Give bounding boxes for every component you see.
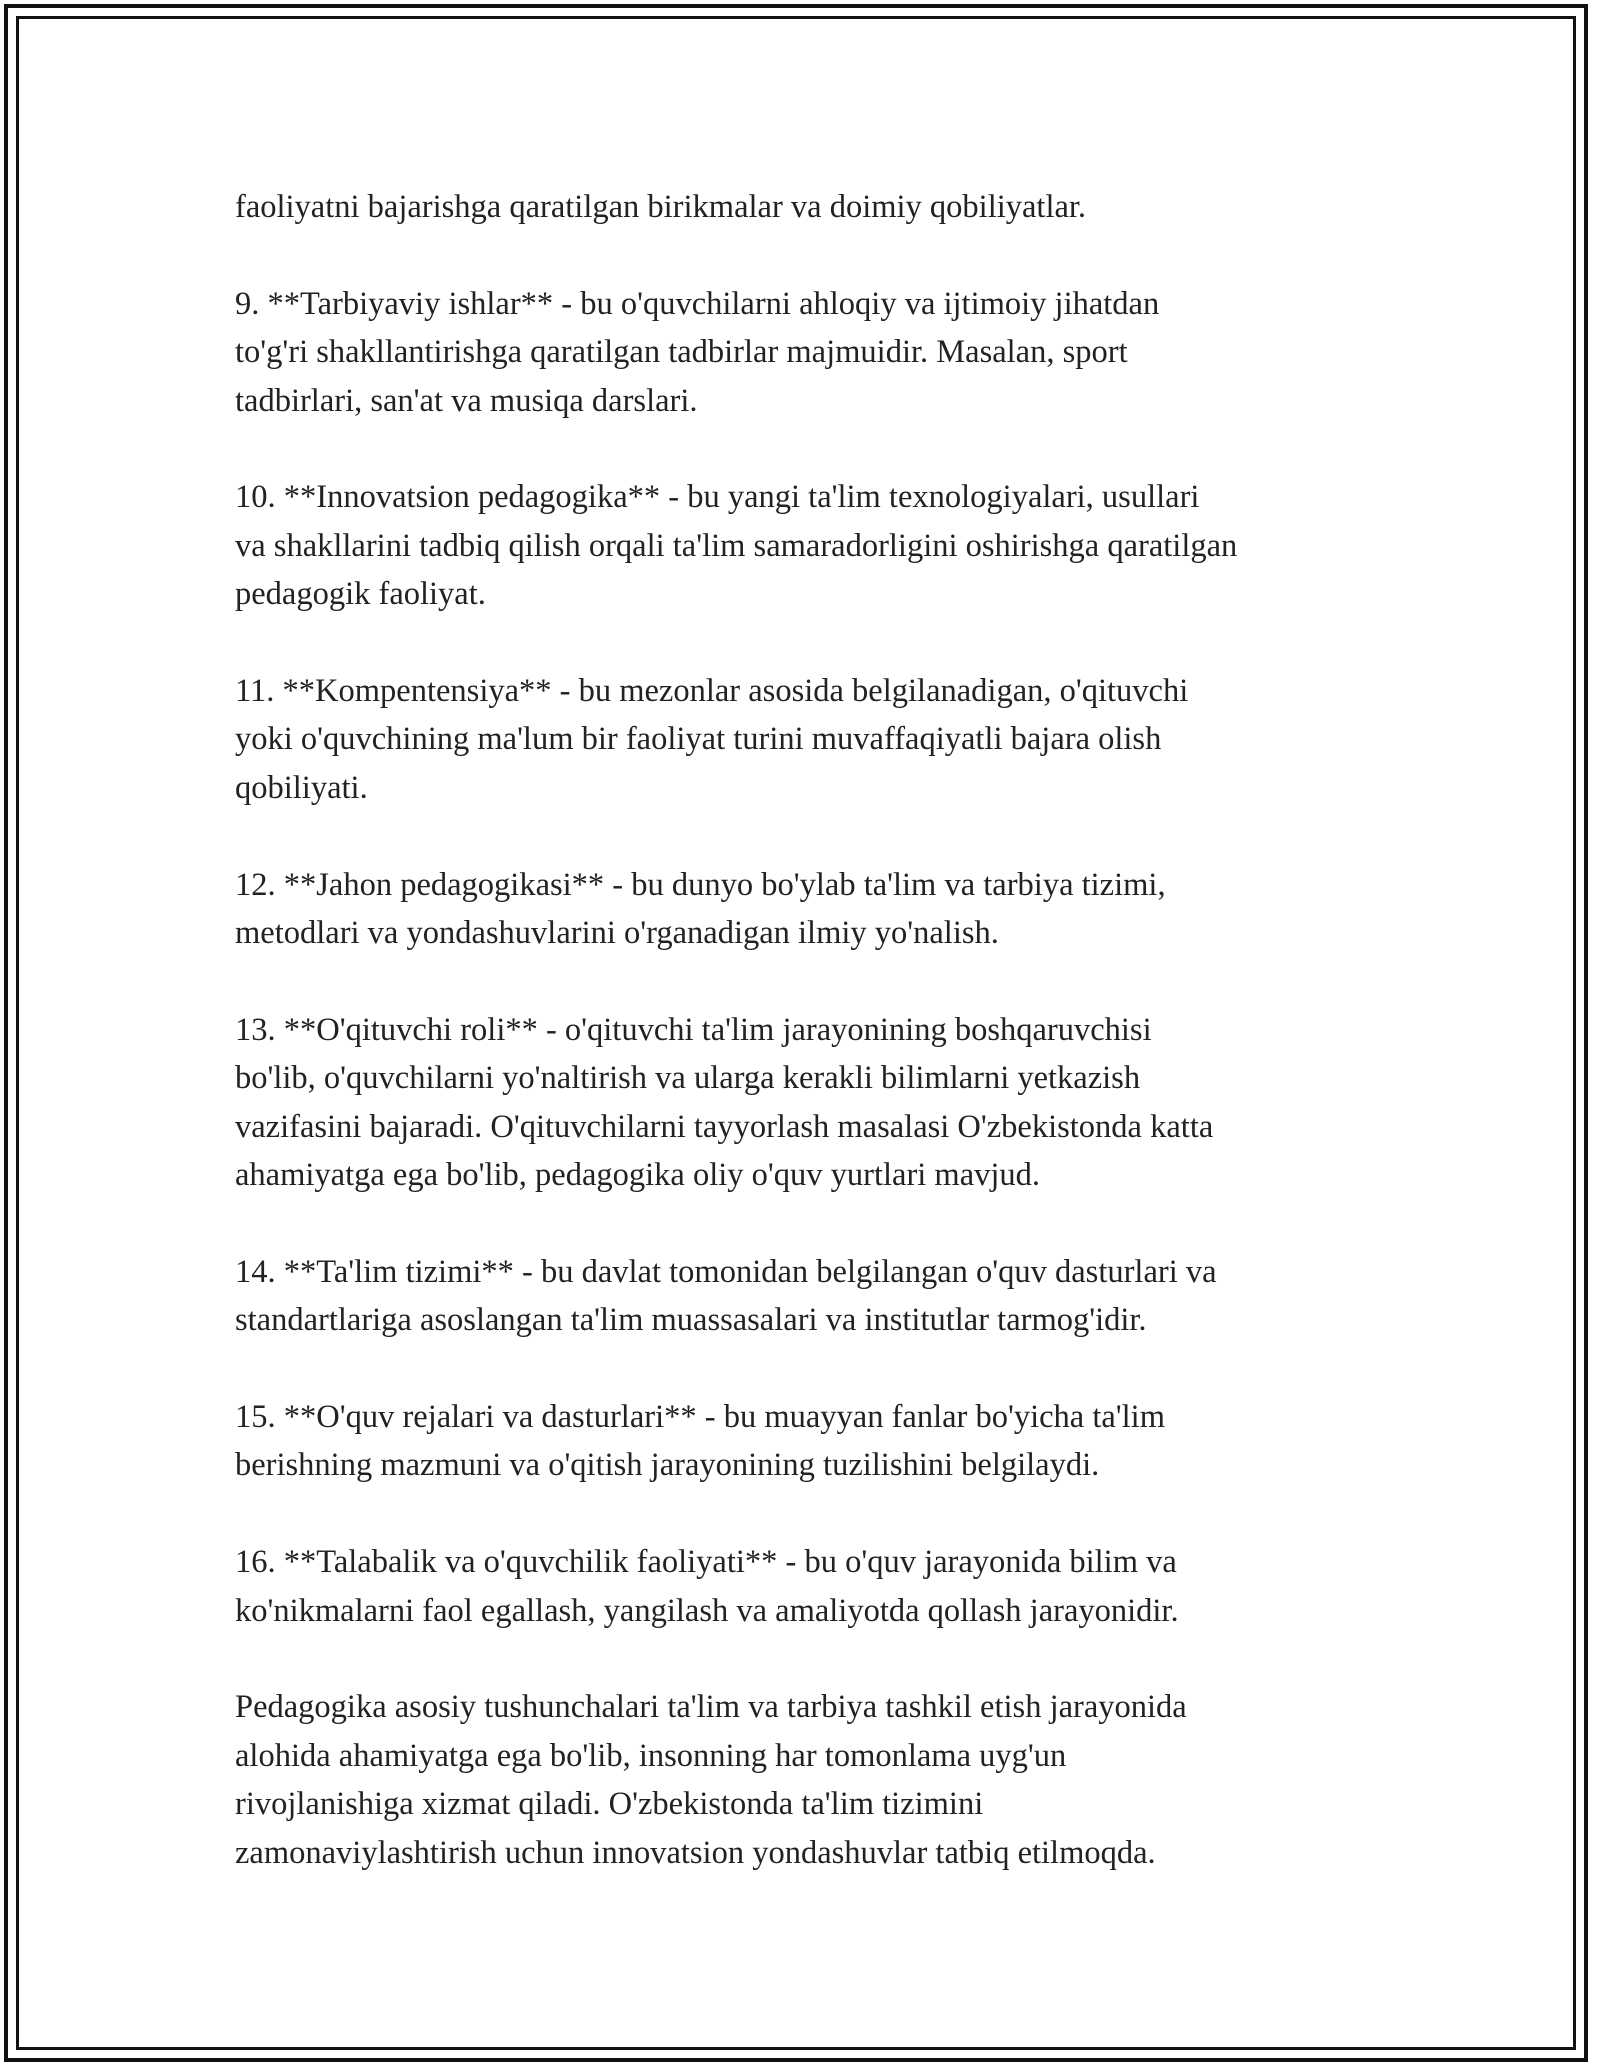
paragraph-item-9: 9. **Tarbiyaviy ishlar** - bu o'quvchilarni ahloqiy va ijtimoiy jihatdan to'g'ri shakllantirishga qaratilgan tadbirlar majmuidir. Masalan, sport tadbirlari, san'at va musiqa darslari. bbox=[235, 285, 1160, 419]
paragraph-continuation: faoliyatni bajarishga qaratilgan birikmalar va doimiy qobiliyatlar. bbox=[235, 189, 1087, 225]
paragraph-item-15: 15. **O'quv rejalari va dasturlari** - bu muayyan fanlar bo'yicha ta'lim berishning mazmuni va o'qitish jarayonining tuzilishini belgilaydi. bbox=[235, 1399, 1165, 1484]
paragraph-item-14: 14. **Ta'lim tizimi** - bu davlat tomonidan belgilangan o'quv dasturlari va standartlariga asoslangan ta'lim muassasalari va institutlar tarmog'idir. bbox=[235, 1253, 1217, 1339]
paragraph-item-11: 11. **Kompentensiya** - bu mezonlar asosida belgilanadigan, o'qituvchi yoki o'quvchining ma'lum bir faoliyat turini muvaffaqiyatli bajara olish qobiliyati. bbox=[235, 673, 1189, 806]
paragraph-item-16: 16. **Talabalik va o'quvchilik faoliyati** - bu o'quv jarayonida bilim va ko'nikmalarni faol egallash, yangilash va amaliyotda qollash jarayonidir. bbox=[235, 1544, 1179, 1629]
paragraph-item-13: 13. **O'qituvchi roli** - o'qituvchi ta'lim jarayonining boshqaruvchisi bo'lib, o'quvchilarni yo'naltirish va ularga kerakli bilimlarni yetkazish vazifasini bajaradi. O'qituvchilarni tayyorlash masalasi O'zbekistonda katta ahamiyatga ega bo'lib, pedagogika oliy o'quv yurtlari mavjud. bbox=[235, 1011, 1214, 1194]
paragraph-item-12: 12. **Jahon pedagogikasi** - bu dunyo bo'ylab ta'lim va tarbiya tizimi, metodlari va yondashuvlarini o'rganadigan ilmiy yo'nalish. bbox=[235, 866, 1166, 952]
paragraph-conclusion: Pedagogika asosiy tushunchalari ta'lim va tarbiya tashkil etish jarayonida alohida ahamiyatga ega bo'lib, insonning har tomonlama uyg'un rivojlanishiga xizmat qiladi. O'zbekistonda ta'lim tizimini zamonaviylashtirish uchun innovatsion yondashuvlar tatbiq etilmoqda. bbox=[235, 1689, 1187, 1871]
paragraph-item-10: 10. **Innovatsion pedagogika** - bu yangi ta'lim texnologiyalari, usullari va shakllarini tadbiq qilish orqali ta'lim samaradorligini oshirishga qaratilgan pedagogik faoliyat. bbox=[235, 479, 1238, 613]
document-body bbox=[235, 183, 1395, 1877]
